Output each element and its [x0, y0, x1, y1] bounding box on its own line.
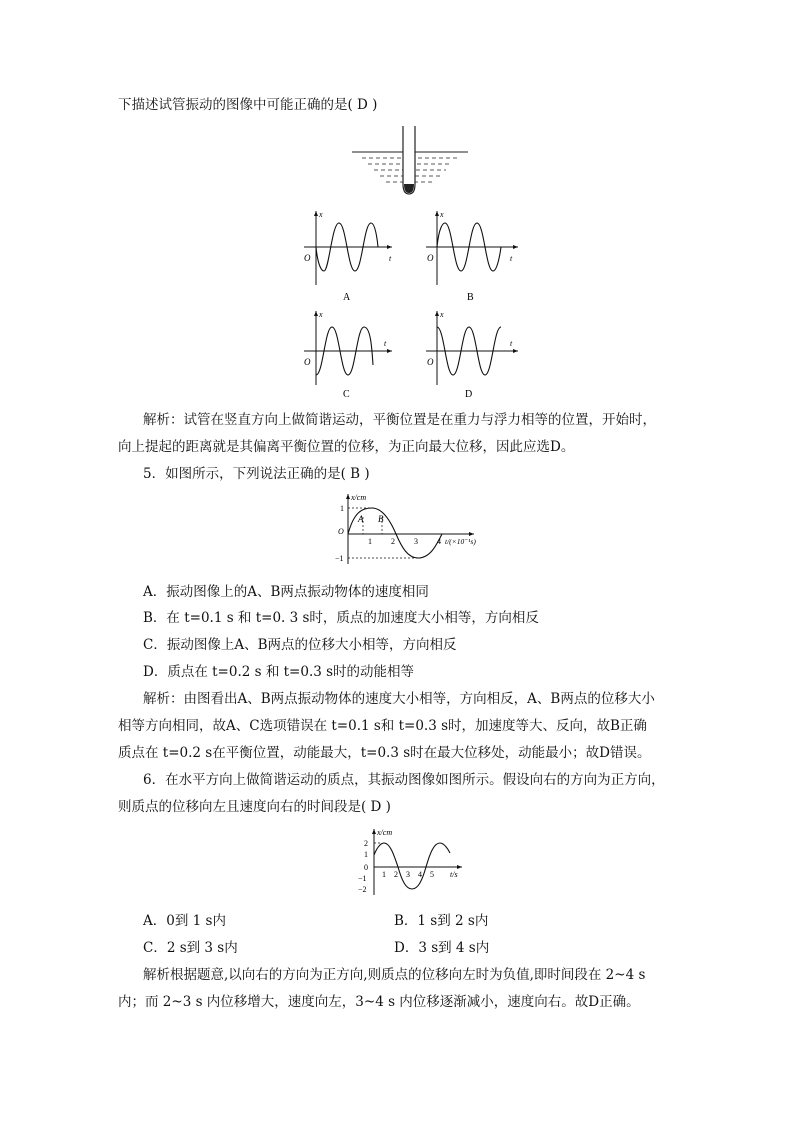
graph-d-t: t	[510, 339, 513, 348]
q6-analysis-line2: 内；而 2~3 s 内位移增大，速度向左，3~4 s 内位移逐渐减小，速度向右。故D正确。	[118, 994, 640, 1010]
q5-origin: O	[338, 527, 344, 536]
graph-a-x: x	[319, 210, 323, 219]
q6-option-c: C．2 s到 3 s内	[143, 940, 238, 956]
graph-c-label: C	[343, 389, 350, 400]
graph-c-t: t	[384, 339, 387, 348]
q5-stem: 5．如图所示，下列说法正确的是( B )	[143, 466, 370, 482]
q5-analysis-line1: 解析：由图看出A、B两点振动物体的速度大小相等，方向相反，A、B两点的位移大小	[143, 691, 655, 707]
q5-option-d: D．质点在 t=0.2 s 和 t=0.3 s时的动能相等	[143, 664, 415, 680]
q5-option-a: A．振动图像上的A、B两点振动物体的速度相同	[143, 584, 429, 600]
graph-d-x: x	[440, 310, 444, 319]
q6-y-tick-neg2: −2	[358, 885, 367, 894]
q5-y-tick-1: 1	[340, 504, 344, 513]
graph-a-label: A	[343, 292, 351, 303]
q6-graph	[356, 825, 476, 897]
q6-analysis-line1: 解析根据题意,以向右的方向为正方向,则质点的位移向左时为负值,即时间段在 2~4 s	[143, 967, 646, 983]
q5-point-b: B	[378, 514, 384, 524]
q6-stem-line2: 则质点的位移向左且速度向右的时间段是( D )	[118, 799, 391, 815]
q4-analysis-line1: 解析：试管在竖直方向上做简谐运动，平衡位置是在重力与浮力相等的位置，开始时，	[143, 412, 656, 428]
test-tube-figure	[350, 122, 470, 200]
q5-ylabel: x/cm	[351, 493, 367, 502]
q6-xlabel: t/s	[450, 870, 458, 879]
graph-b-t: t	[510, 254, 513, 263]
q6-y-tick-neg1: −1	[358, 874, 367, 883]
graph-b-label: B	[467, 292, 474, 303]
graph-d-label: D	[465, 389, 473, 400]
q6-y-tick-0: 0	[364, 863, 368, 872]
q5-analysis-line3: 质点在 t=0.2 s在平衡位置，动能最大，t=0.3 s时在最大位移处，动能最小；故D错误。	[118, 745, 651, 761]
graph-c	[304, 310, 392, 400]
q5-x-tick-4: 4	[437, 537, 441, 546]
q6-x-tick-2: 2	[394, 870, 398, 879]
q6-x-tick-4: 4	[418, 870, 422, 879]
q5-option-c: C．振动图像上A、B两点的位移大小相等，方向相反	[143, 637, 457, 653]
q5-x-tick-1: 1	[368, 537, 372, 546]
q5-x-tick-2: 2	[391, 537, 395, 546]
graph-d-o: O	[427, 357, 434, 367]
graph-a-o: O	[304, 253, 311, 263]
graph-b	[426, 210, 518, 303]
q6-stem-line1: 6．在水平方向上做简谐运动的质点，其振动图像如图所示。假设向右的方向为正方向，	[143, 772, 665, 788]
q6-x-tick-1: 1	[382, 870, 386, 879]
q5-graph	[334, 490, 494, 566]
q4-stem: 下描述试管振动的图像中可能正确的是( D )	[118, 97, 378, 113]
graph-a	[304, 210, 392, 303]
option-graphs-q4	[296, 205, 526, 400]
graph-b-x: x	[440, 210, 444, 219]
graph-c-x: x	[319, 310, 323, 319]
q5-point-a: A	[358, 514, 364, 524]
q6-x-tick-3: 3	[406, 870, 410, 879]
q6-option-a: A．0到 1 s内	[143, 913, 226, 929]
q6-option-d: D．3 s到 4 s内	[394, 940, 490, 956]
q5-option-b: B．在 t=0.1 s 和 t=0. 3 s时，质点的加速度大小相等，方向相反	[143, 610, 539, 626]
graph-d	[426, 310, 518, 400]
q6-y-tick-2: 2	[364, 839, 368, 848]
q6-y-tick-1: 1	[364, 850, 368, 859]
graph-a-t: t	[389, 254, 392, 263]
graph-c-o: O	[304, 357, 311, 367]
q6-option-b: B．1 s到 2 s内	[394, 913, 489, 929]
q4-analysis-line2: 向上提起的距离就是其偏离平衡位置的位移，为正向最大位移，因此应选D。	[118, 439, 575, 455]
q5-x-tick-3: 3	[414, 537, 418, 546]
q5-xlabel: t/(×10⁻¹s)	[445, 537, 476, 546]
q6-ylabel: x/cm	[377, 828, 393, 837]
q6-x-tick-5: 5	[430, 870, 434, 879]
q5-y-tick-neg1: −1	[335, 554, 344, 563]
q5-analysis-line2: 相等方向相同，故A、C选项错误在 t=0.1 s和 t=0.3 s时，加速度等大、反向，故B正确	[118, 718, 647, 734]
graph-b-o: O	[427, 253, 434, 263]
